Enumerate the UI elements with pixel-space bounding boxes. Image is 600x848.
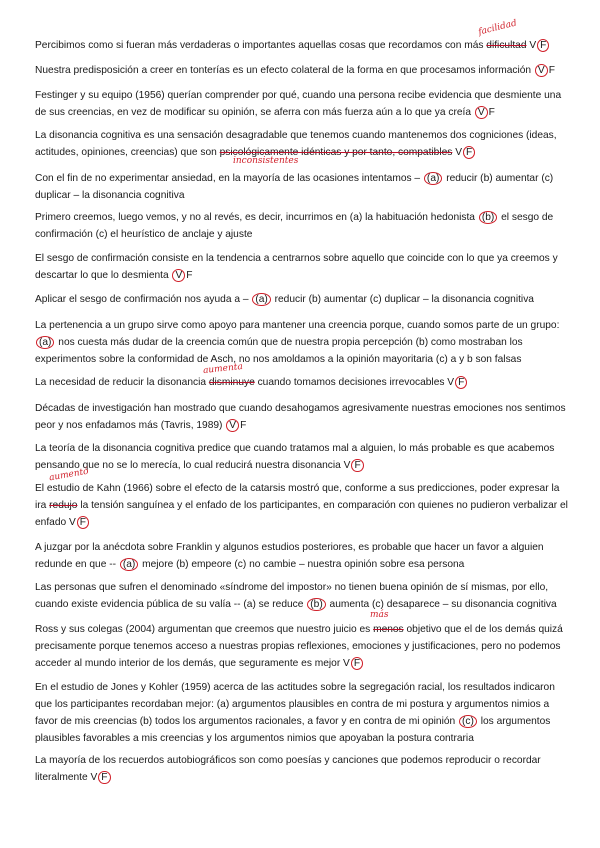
question-13: El estudio de Kahn (1966) sobre el efecto de la catarsis mostró que, conforme a sus predicciones, poder expresar la ira redujo la tensión sanguínea y el enfado de los participantes, en comparación con quienes no pudieron verbalizar el enfado V F	[35, 483, 568, 528]
answer-mark: V	[172, 269, 185, 282]
question-12: La teoría de la disonancia cognitiva predice que cuando tratamos mal a alguien, lo más probable es que acabemos pensando que no se lo merecía, lo cual reducirá nuestra disonancia V F	[35, 443, 555, 471]
question-16: Ross y sus colegas (2004) argumentan que creemos que nuestro juicio es menos objetivo que el de los demás quizá precisamente porque tenemos acceso a nuestras propias reflexiones, emociones y justificaciones, pero no podemos acceder al mundo interior de los demás, que seguramente es mejor V F	[35, 624, 563, 669]
question-7: El sesgo de confirmación consiste en la tendencia a centrarnos sobre aquello que coincide con lo que ya creemos y descartar lo que lo desmienta V F	[35, 253, 558, 281]
handwritten-note: aumenta	[202, 361, 244, 377]
answer-mark: F	[455, 376, 467, 389]
question-15: Las personas que sufren el denominado «síndrome del impostor» no tienen buena opinión de sí mismas, por ello, cuando existe evidencia pública de su valía -- (a) se reduce (b) aumenta (c) desaparece – su disonancia cognitiva	[35, 582, 557, 610]
question-11: Décadas de investigación han mostrado que cuando desahogamos agresivamente nuestras emociones nos sentimos peor y nos enfadamos más (Tavris, 1989) V F	[35, 403, 566, 431]
answer-mark: (c)	[459, 715, 477, 728]
question-14: A juzgar por la anécdota sobre Franklin y algunos estudios posteriores, es probable que hacer un favor a alguien redunde en que -- (a) mejore (b) empeore (c) no cambie – nuestra opinión sobre esa persona	[35, 542, 544, 570]
handwritten-note: facilidad	[477, 18, 518, 38]
answer-mark: F	[537, 39, 549, 52]
answer-mark: V	[535, 64, 548, 77]
question-17: En el estudio de Jones y Kohler (1959) acerca de las actitudes sobre la segregación racial, los resultados indicaron que los participantes recordaban mejor: (a) argumentos plausibles en contra de mi postura y argumentos nimios a favor de mis creencias (b) todos los argumentos racionales, a favor y en contra de mi opinión (c) los argumentos plausibles favorables a mis creencias y los argumentos nimios que apoyaban la postura contraria	[35, 682, 555, 744]
answer-mark: (a)	[120, 558, 138, 571]
question-8: Aplicar el sesgo de confirmación nos ayuda a – (a) reducir (b) aumentar (c) duplicar – la disonancia cognitiva	[35, 294, 534, 305]
question-10: La necesidad de reducir la disonancia disminuye cuando tomamos decisiones irrevocables V F	[35, 374, 570, 391]
answer-mark: (a)	[36, 336, 54, 349]
question-9: La pertenencia a un grupo sirve como apoyo para mantener una creencia porque, cuando somos parte de un grupo: (a) nos cuesta más dudar de la creencia común que de nuestra propia percepción (b) como mostraban los experimentos sobre la conformidad de Asch, no nos amoldamos a la opinión mayoritaria (c) a y b son falsas	[35, 320, 560, 365]
question-1: Percibimos como si fueran más verdaderas o importantes aquellas cosas que recordamos con más dificultad V F	[35, 37, 570, 54]
question-4: La disonancia cognitiva es una sensación desagradable que tenemos cuando mantenemos dos cogniciones (ideas, actitudes, opiniones, creencias) que son psicológicamente idénticas y por tanto, compatibles V F	[35, 130, 557, 158]
answer-mark: F	[463, 146, 475, 159]
question-2: Nuestra predisposición a creer en tonterías es un efecto colateral de la forma en que procesamos información V F	[35, 65, 555, 76]
question-6: Primero creemos, luego vemos, y no al revés, es decir, incurrimos en (a) la habituación hedonista (b) el sesgo de confirmación (c) el heurístico de anclaje y ajuste	[35, 212, 554, 240]
question-18: La mayoría de los recuerdos autobiográficos son como poesías y canciones que podemos reproducir o recordar literalmente V F	[35, 755, 541, 783]
answer-mark: F	[351, 657, 363, 670]
handwritten-note: aumentó	[48, 466, 90, 484]
answer-mark: (a)	[252, 293, 270, 306]
answer-mark: V	[226, 419, 239, 432]
answer-mark: F	[98, 771, 110, 784]
question-5: Con el fin de no experimentar ansiedad, en la mayoría de las ocasiones intentamos – (a) reducir (b) aumentar (c) duplicar – la disonancia cognitiva	[35, 173, 554, 201]
handwritten-note: más	[370, 610, 389, 620]
answer-mark: F	[351, 459, 363, 472]
handwritten-note: inconsistentes	[233, 156, 299, 166]
question-3: Festinger y su equipo (1956) querían comprender por qué, cuando una persona recibe evidencia que desmiente una de sus creencias, en vez de modificar su opinión, se aferra con más fuerza aún a lo que ya creía V F	[35, 90, 562, 118]
answer-mark: (a)	[424, 172, 442, 185]
answer-mark: (b)	[479, 211, 497, 224]
answer-mark: F	[77, 516, 89, 529]
answer-mark: (b)	[307, 598, 325, 611]
answer-mark: V	[475, 106, 488, 119]
